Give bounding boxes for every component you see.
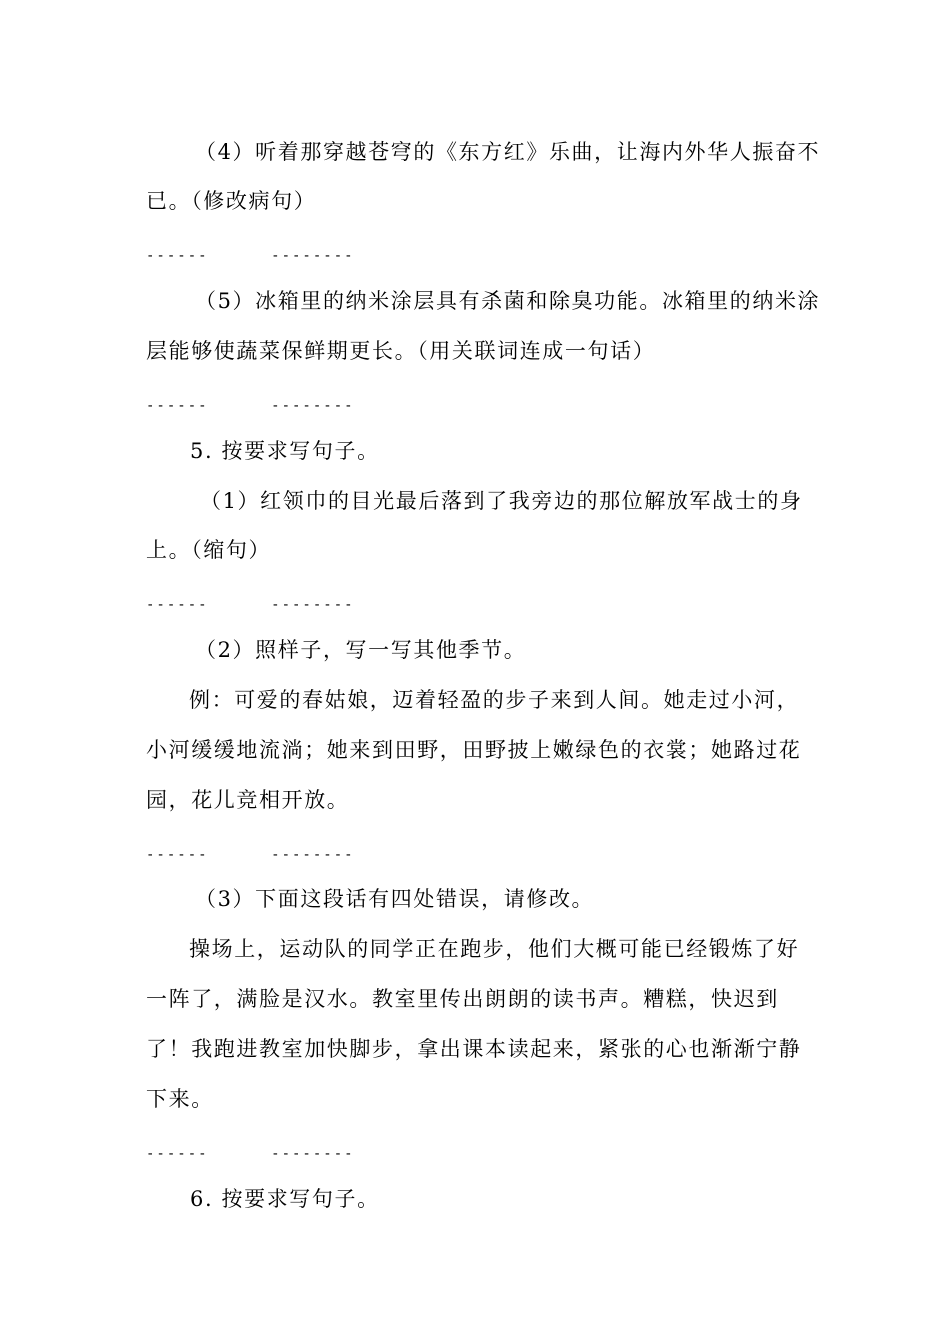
section-6-heading: 6. 按要求写句子。	[190, 1187, 380, 1211]
example-line-3: 园，花儿竞相开放。	[146, 788, 350, 812]
question-5-2: （2）照样子，写一写其他季节。	[195, 638, 527, 662]
answer-blank: ------ --------	[146, 597, 355, 613]
passage-line-1: 操场上，运动队的同学正在跑步，他们大概可能已经锻炼了好	[189, 937, 800, 961]
example-line-2: 小河缓缓地流淌；她来到田野，田野披上嫩绿色的衣裳；她路过花	[146, 738, 802, 762]
passage-line-3: 了！我跑进教室加快脚步，拿出课本读起来，紧张的心也渐渐宁静	[146, 1037, 802, 1061]
question-5-3: （3）下面这段话有四处错误，请修改。	[195, 887, 595, 911]
passage-line-2: 一阵了，满脸是汉水。教室里传出朗朗的读书声。糟糕，快迟到	[146, 987, 779, 1011]
answer-blank: ------ --------	[146, 398, 355, 414]
passage-line-4: 下来。	[146, 1087, 214, 1111]
question-5-1-line-2: 上。（缩句）	[146, 538, 272, 562]
example-line-1: 例：可爱的春姑娘，迈着轻盈的步子来到人间。她走过小河，	[189, 688, 800, 712]
answer-blank: ------ --------	[146, 248, 355, 264]
answer-blank: ------ --------	[146, 847, 355, 863]
question-5-1-line-1: （1）红领巾的目光最后落到了我旁边的那位解放军战士的身	[200, 489, 803, 513]
question-4-4-line-1: （4）听着那穿越苍穹的《东方红》乐曲，让海内外华人振奋不	[195, 140, 821, 164]
section-5-heading: 5. 按要求写句子。	[190, 439, 380, 463]
question-4-5-line-2: 层能够使蔬菜保鲜期更长。（用关联词连成一句话）	[146, 339, 656, 363]
answer-blank: ------ --------	[146, 1146, 355, 1162]
question-4-5-line-1: （5）冰箱里的纳米涂层具有杀菌和除臭功能。冰箱里的纳米涂	[195, 289, 821, 313]
question-4-4-line-2: 已。（修改病句）	[146, 189, 317, 213]
